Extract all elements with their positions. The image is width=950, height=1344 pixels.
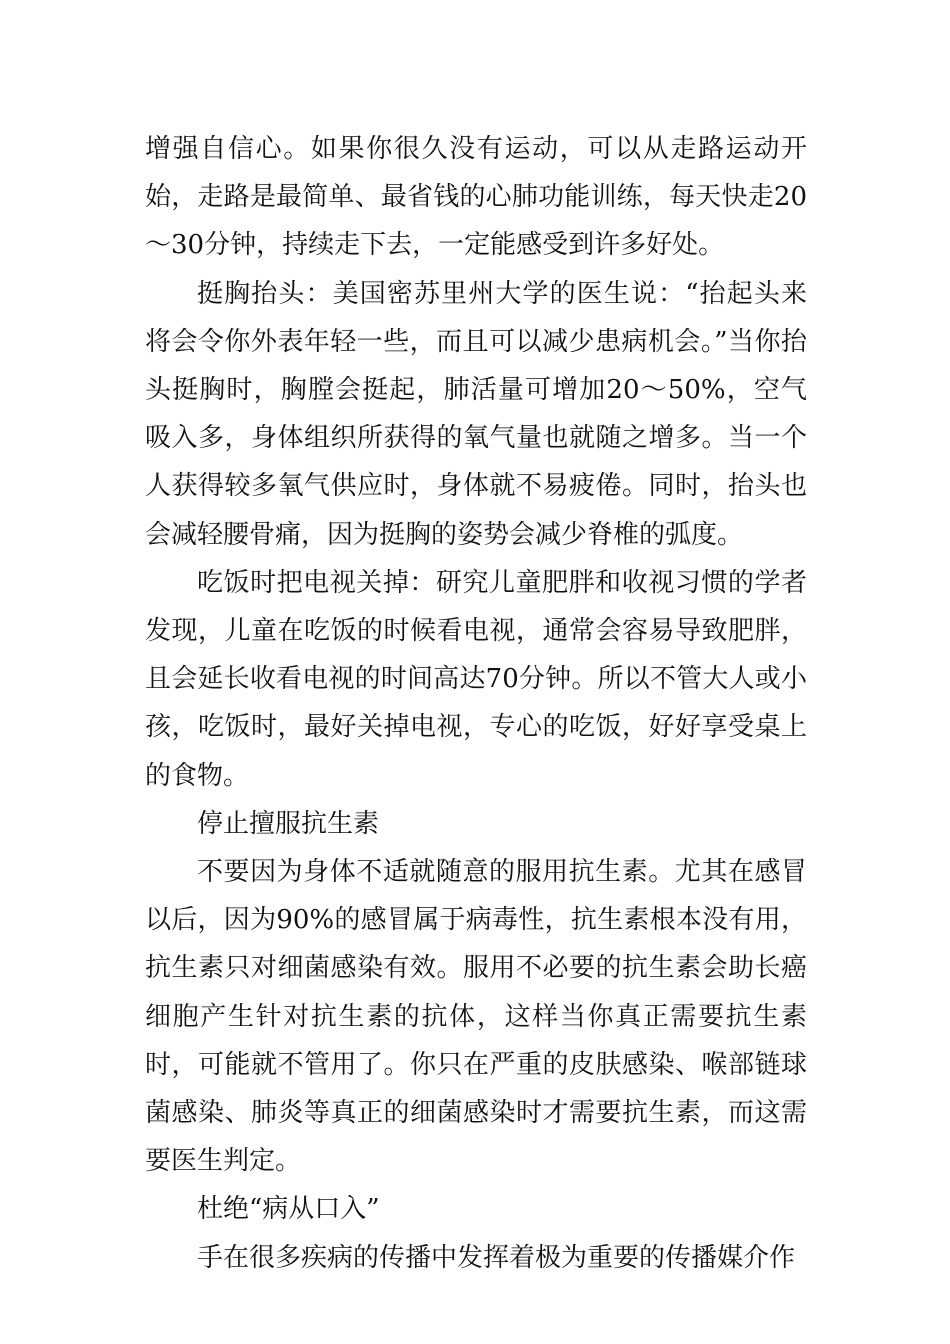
- section-heading-mouth-disease: 杜绝“病从口入”: [197, 1194, 380, 1225]
- paragraph-posture: 挺胸抬头：美国密苏里州大学的医生说：“抬起头来将会令你外表年轻一些，而且可以减少患病机会。”当你抬头挺胸时，胸膛会挺起，肺活量可增加20～50%，空气吸入多，身体组织所获得的氧气量也就随之增多。当一个人获得较多氧气供应时，身体就不易疲倦。同时，抬头也会减轻腰骨痛，因为挺胸的姿势会减少脊椎的弧度。: [145, 278, 807, 550]
- paragraph-hands: 手在很多疾病的传播中发挥着极为重要的传播媒介作: [197, 1242, 796, 1273]
- paragraph-tv-meals: 吃饭时把电视关掉：研究儿童肥胖和收视习惯的学者发现，儿童在吃饭的时候看电视，通常会容易导致肥胖，且会延长收看电视的时间高达70分钟。所以不管大人或小孩，吃饭时，最好关掉电视，专心的吃饭，好好享受桌上的食物。: [145, 567, 807, 791]
- document-body: [145, 125, 807, 1282]
- section-heading-antibiotics: 停止擅服抗生素: [197, 808, 380, 839]
- paragraph-exercise-walking: 增强自信心。如果你很久没有运动，可以从走路运动开始，走路是最简单、最省钱的心肺功能训练，每天快走20～30分钟，持续走下去，一定能感受到许多好处。: [145, 134, 807, 261]
- paragraph-antibiotics: 不要因为身体不适就随意的服用抗生素。尤其在感冒以后，因为90%的感冒属于病毒性，抗生素根本没有用，抗生素只对细菌感染有效。服用不必要的抗生素会助长癌细胞产生针对抗生素的抗体，这样当你真正需要抗生素时，可能就不管用了。你只在严重的皮肤感染、喉部链球菌感染、肺炎等真正的细菌感染时才需要抗生素，而这需要医生判定。: [145, 857, 807, 1177]
